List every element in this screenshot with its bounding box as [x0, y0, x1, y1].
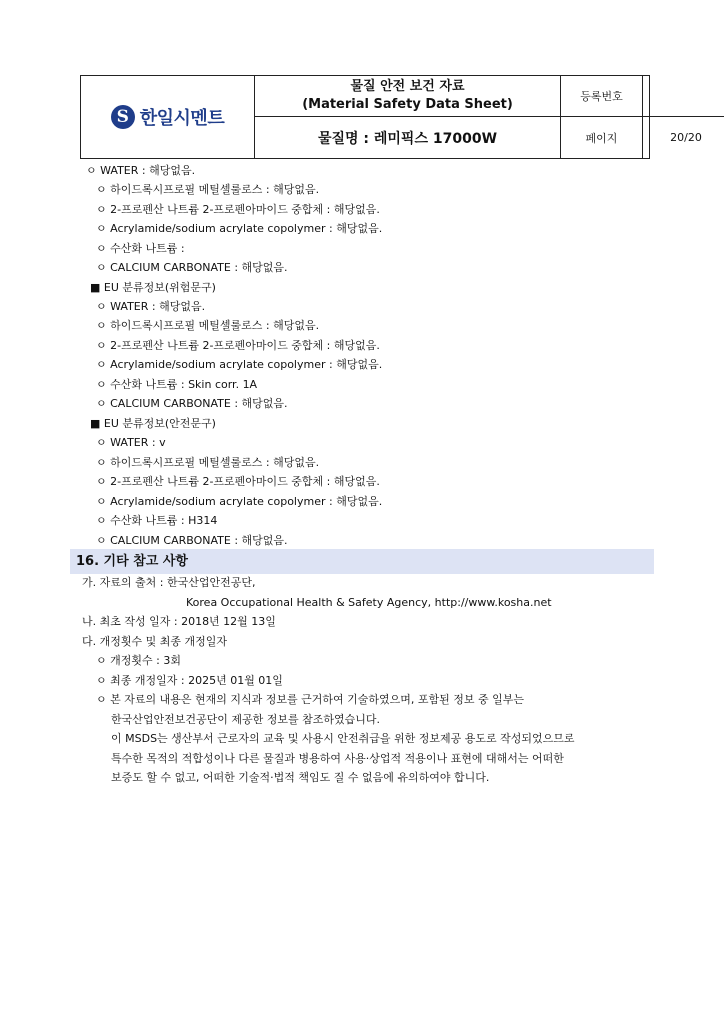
list-item: ㅇ WATER : 해당없음.: [86, 164, 196, 177]
list-item: ㅇ 수산화 나트륨 : Skin corr. 1A: [96, 378, 258, 391]
list-item: ㅇ 수산화 나트륨 :: [96, 242, 185, 255]
disclaimer-line: 한국산업안전보건공단이 제공한 정보를 참조하였습니다.: [111, 713, 381, 726]
list-item: ㅇ 2-프로펜산 나트륨 2-프로펜아마이드 중합체 : 해당없음.: [96, 339, 380, 352]
disclaimer-first-line: ㅇ 본 자료의 내용은 현재의 지식과 정보를 근거하여 기술하였으며, 포함된 정보 중 일부는: [96, 693, 524, 706]
logo-text: 한일시멘트: [139, 108, 225, 129]
logo-cell: [81, 76, 255, 158]
registration-label: 등록번호: [561, 76, 643, 117]
revision-count: ㅇ 개정횟수 : 3회: [96, 654, 181, 667]
material-name: 물질명 : 레미픽스 17000W: [255, 117, 561, 158]
section-16-title: 16. 기타 참고 사항: [70, 549, 654, 574]
source-english: Korea Occupational Health & Safety Agency, http://www.kosha.net: [186, 596, 552, 609]
list-item: ㅇ 2-프로펜산 나트륨 2-프로펜아마이드 중합체 : 해당없음.: [96, 203, 380, 216]
logo-s-icon: S: [111, 105, 135, 129]
company-logo: [111, 104, 224, 130]
first-created-date: 나. 최초 작성 일자 : 2018년 12월 13일: [82, 615, 276, 628]
registration-value: [643, 76, 724, 117]
title-english: (Material Safety Data Sheet): [302, 97, 513, 112]
eu-hazard-heading: ■ EU 분류정보(위험문구): [90, 281, 216, 294]
source-label: 가. 자료의 출처 : 한국산업안전공단,: [82, 576, 256, 589]
list-item: ㅇ Acrylamide/sodium acrylate copolymer : 해당없음.: [96, 495, 383, 508]
revision-heading: 다. 개정횟수 및 최종 개정일자: [82, 635, 227, 648]
list-item: ㅇ CALCIUM CARBONATE : 해당없음.: [96, 261, 288, 274]
list-item: ㅇ WATER : 해당없음.: [96, 300, 206, 313]
list-item: ㅇ 하이드록시프로필 메틸셀룰로스 : 해당없음.: [96, 319, 320, 332]
document-header-table: [80, 75, 702, 159]
page-label: 페이지: [561, 117, 643, 158]
list-item: ㅇ WATER : v: [96, 436, 166, 449]
list-item: ㅇ 수산화 나트륨 : H314: [96, 514, 218, 527]
list-item: ㅇ Acrylamide/sodium acrylate copolymer : 해당없음.: [96, 222, 383, 235]
list-item: ㅇ CALCIUM CARBONATE : 해당없음.: [96, 397, 288, 410]
list-item: ㅇ 2-프로펜산 나트륨 2-프로펜아마이드 중합체 : 해당없음.: [96, 475, 380, 488]
list-item: ㅇ Acrylamide/sodium acrylate copolymer : 해당없음.: [96, 358, 383, 371]
title-korean: 물질 안전 보건 자료: [350, 79, 465, 94]
page-number: 20/20: [670, 131, 702, 144]
disclaimer-line: 보증도 할 수 없고, 어떠한 기술적·법적 책임도 질 수 없음에 유의하여야 합니다.: [111, 771, 490, 784]
revision-date: ㅇ 최종 개정일자 : 2025년 01월 01일: [96, 674, 283, 687]
eu-safety-heading: ■ EU 분류정보(안전문구): [90, 417, 216, 430]
title-cell: [255, 76, 561, 117]
list-item: ㅇ 하이드록시프로필 메틸셀룰로스 : 해당없음.: [96, 183, 320, 196]
disclaimer-line: 이 MSDS는 생산부서 근로자의 교육 및 사용시 안전취급을 위한 정보제공 용도로 작성되었으므로: [111, 732, 575, 745]
list-item: ㅇ 하이드록시프로필 메틸셀룰로스 : 해당없음.: [96, 456, 320, 469]
list-item: ㅇ CALCIUM CARBONATE : 해당없음.: [96, 534, 288, 547]
disclaimer-line: 특수한 목적의 적합성이나 다른 물질과 병용하여 사용·상업적 적용이나 표현에 대해서는 어떠한: [111, 752, 564, 765]
